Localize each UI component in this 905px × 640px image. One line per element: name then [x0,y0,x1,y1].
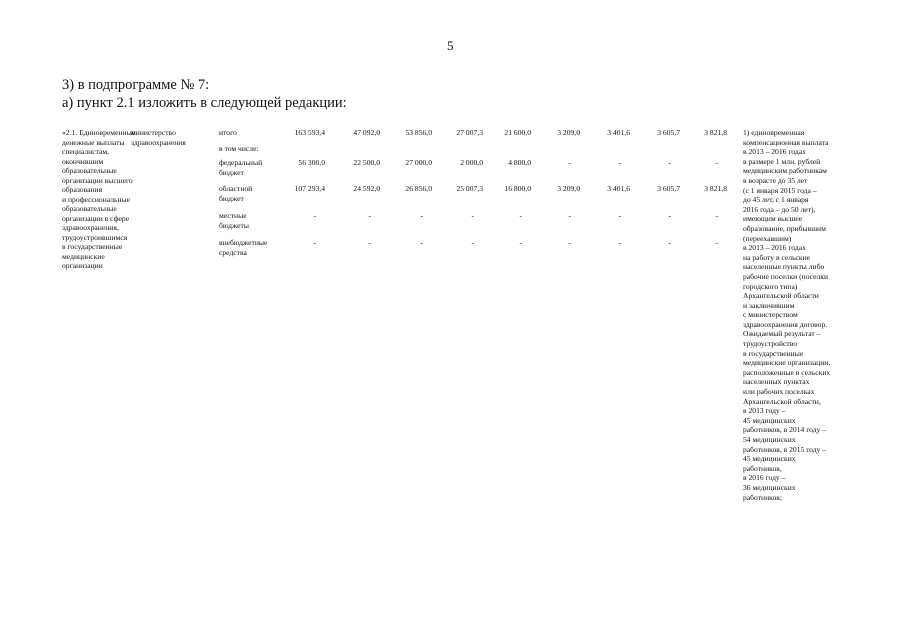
result-line: работников; [743,492,782,502]
measure-name-line: специалистам, [62,147,110,156]
result-line: на работу в сельские [743,252,811,262]
funding-value: 24 592,0 [353,184,380,193]
result-line: или рабочих поселках [743,387,815,397]
measure-name-line: организации в сфере [62,213,130,223]
funding-value: - [420,211,423,220]
funding-source-label [219,184,289,203]
result-line: (с 1 января 2015 года – [743,185,817,195]
result-line: 45 медицинских [743,415,796,425]
funding-value: 3 209,0 [557,128,580,137]
result-line: медицинским работникам [743,166,827,176]
funding-value: 163 593,4 [294,128,325,137]
funding-source-line: федеральный [219,158,263,167]
result-line: работников, в 2015 году – [743,444,827,454]
funding-value: - [715,211,718,220]
result-line: в 2013 – 2016 годах [743,243,806,253]
result-line: населенные пункты либо [743,262,825,272]
result-line: в 2016 году – [743,473,786,483]
funding-row [219,211,734,233]
result-line: рабочие поселки (поселки [743,271,829,281]
funding-value: - [471,211,474,220]
funding-value: 22 500,0 [353,158,380,167]
measure-name-line: в государственные [62,242,123,251]
result-line: имеющим высшее [743,214,803,224]
result-line: в 2013 году – [743,406,786,416]
measure-name-line: медицинские [62,251,105,261]
result-line: населенных пунктах [743,377,810,387]
funding-row [219,238,734,260]
funding-value: - [471,238,474,247]
funding-value: 3 401,6 [607,128,630,137]
funding-value: - [368,238,371,247]
result-line: компенсационная выплата [743,137,829,147]
funding-value: - [668,211,671,220]
funding-value: 3 821,8 [704,184,727,193]
expected-result-cell [743,128,861,502]
result-line: работников, [743,463,782,473]
funding-value: 3 401,6 [607,184,630,193]
funding-source-label [219,211,289,230]
funding-value: - [668,158,671,167]
result-line: трудоустройство [743,339,798,349]
funding-value: - [618,211,621,220]
funding-value: 25 007,3 [456,184,483,193]
funding-row [219,158,734,180]
funding-value: 3 209,0 [557,184,580,193]
result-line: до 45 лет, с 1 января [743,195,809,205]
funding-value: - [668,238,671,247]
measure-name-line: образовательные [62,166,117,175]
result-line: работников, в 2014 году – [743,425,827,435]
funding-source-label [219,158,289,177]
funding-value: - [420,238,423,247]
result-line: 54 медицинских [743,435,796,444]
measure-name-line: денежные выплаты [62,137,125,147]
funding-value: 56 300,0 [298,158,325,167]
result-line: Архангельской области [743,291,819,301]
funding-value: - [618,158,621,167]
funding-source-line: местные [219,211,247,220]
result-line: и заключившим [743,300,795,310]
result-line: Ожидаемый результат – [743,329,821,339]
funding-value: - [568,158,571,167]
measure-name-line: здравоохранения, [62,223,119,232]
funding-source-line: средства [219,247,247,257]
funding-value: - [618,238,621,247]
funding-source-label [219,144,289,154]
funding-source-line: бюджеты [219,220,249,230]
result-line: медицинские организации, [743,358,831,368]
result-line: здравоохранения договор. [743,319,828,329]
funding-value: 27 007,3 [456,128,483,137]
funding-value: 53 856,0 [405,128,432,137]
funding-value: 3 605,7 [657,128,680,137]
measure-name-line: образовательные [62,204,117,213]
result-line: в возрасте до 35 лет [743,175,808,185]
result-line: Архангельской области, [743,396,821,406]
funding-source-line: внебюджетные [219,238,268,247]
funding-value: - [519,211,522,220]
funding-value: - [568,211,571,220]
funding-value: 3 821,8 [704,128,727,137]
subprogram-heading: 3) в подпрограмме № 7: [62,77,210,93]
funding-value: 26 856,0 [405,184,432,193]
executor-line: министерство [131,128,176,137]
funding-value: - [368,211,371,220]
measure-name-line: трудоустроившимся [62,232,128,242]
result-line: 1) единовременная [743,128,805,137]
result-line: образование, прибывшим [743,223,826,233]
result-line: городского типа) [743,281,798,291]
measure-name-line: окончившим [62,156,104,166]
measure-name-line: организации [62,261,103,270]
funding-source-line: бюджет [219,193,244,203]
funding-source-line: в том числе: [219,144,259,153]
result-line: с министерством [743,310,798,320]
result-line: (переехавшим) [743,233,792,243]
measure-name-line: организации высшего [62,175,133,185]
executor-line: здравоохранения [131,137,186,147]
result-line: в государственные [743,348,804,358]
measure-name-line: образования [62,185,103,194]
funding-value: - [715,238,718,247]
result-line: 2016 года – до 50 лет), [743,204,816,214]
funding-value: - [568,238,571,247]
measure-name-line: «2.1. Единовременные [62,128,136,137]
funding-value: 4 800,0 [508,158,531,167]
funding-value: 2 000,0 [460,158,483,167]
funding-value: 21 600,0 [504,128,531,137]
funding-value: - [715,158,718,167]
funding-value: 107 293,4 [294,184,325,193]
funding-source-line: итого [219,128,237,137]
funding-value: 3 605,7 [657,184,680,193]
funding-source-line: бюджет [219,167,244,177]
funding-row [219,184,734,206]
result-line: 36 медицинских [743,482,796,492]
funding-source-label [219,238,289,257]
funding-value: - [313,238,316,247]
result-line: расположенные в сельских [743,367,831,377]
funding-value: - [313,211,316,220]
funding-value: - [519,238,522,247]
page-number: 5 [447,38,454,53]
funding-value: 27 000,0 [405,158,432,167]
executor-cell [131,128,213,147]
measure-name-cell [62,128,136,271]
funding-value: 47 092,0 [353,128,380,137]
funding-source-line: областной [219,184,253,193]
result-line: 45 медицинских [743,454,796,464]
funding-source-label [219,128,289,138]
result-line: в размере 1 млн. рублей [743,156,821,166]
item-heading: а) пункт 2.1 изложить в следующей редакции: [62,95,347,111]
measure-name-line: и профессиональные [62,194,130,204]
result-line: в 2013 – 2016 годах [743,147,806,157]
funding-value: 16 800,0 [504,184,531,193]
